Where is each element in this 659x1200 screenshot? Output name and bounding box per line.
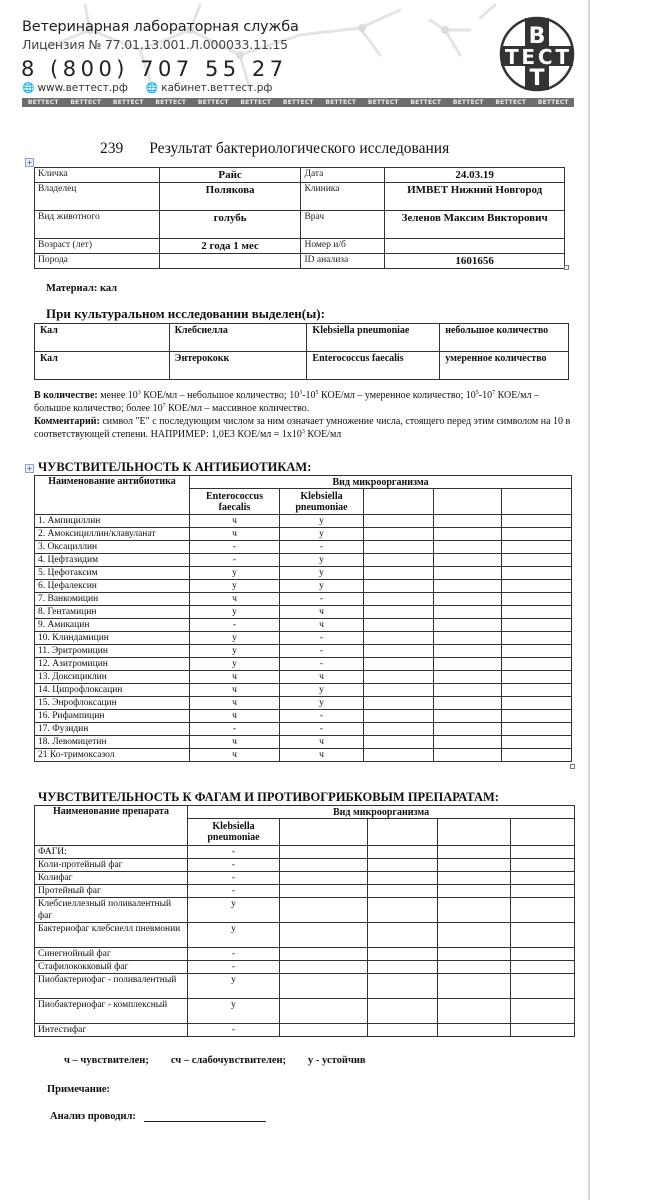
sensitivity-value	[434, 710, 502, 723]
material-cell: Кал	[35, 352, 170, 380]
table-row	[35, 567, 572, 580]
sensitivity-value	[438, 948, 511, 961]
sensitivity-value: ч	[190, 710, 280, 723]
document-title-text: Результат бактериологического исследования	[149, 140, 450, 157]
organism-header	[364, 489, 434, 515]
table-row	[35, 684, 572, 697]
sensitivity-value: у	[188, 999, 280, 1024]
lab-name: Ветеринарная лабораторная служба	[22, 19, 299, 35]
sensitivity-value: -	[190, 619, 280, 632]
table-row	[35, 554, 572, 567]
sensitivity-value	[280, 859, 368, 872]
organism-group-header: Вид микроорганизма	[188, 806, 575, 819]
sensitivity-value	[364, 580, 434, 593]
sensitivity-value	[434, 749, 502, 762]
sensitivity-value	[434, 736, 502, 749]
sensitivity-value	[368, 961, 438, 974]
sensitivity-value: у	[280, 528, 364, 541]
item-name: 8. Гентамицин	[35, 606, 190, 619]
vettest-logo-icon	[499, 16, 575, 92]
sensitivity-value	[502, 697, 572, 710]
table-row	[35, 606, 572, 619]
quantity-notes: В количестве: менее $10^3$ КОЕ/мл – небольшое количество; $10^3-10^5$ КОЕ/мл – умеренное количество; $10^5-10^7$ КОЕ/мл – большое количество; более $10^7$ КОЕ/мл – массивное количество. Комментарий: символ "Е" с последующим числом за ним означает умножение числа, стоящего перед этим символом на 10 в соответствующей степени. НАПРИМЕР: 1,0Е3 $КОЕ/мл = 1х10^3$ КОЕ/мл	[34, 390, 571, 440]
sensitivity-value	[438, 961, 511, 974]
sensitivity-value	[511, 961, 575, 974]
item-name: Колифаг	[35, 872, 188, 885]
sensitivity-value	[364, 593, 434, 606]
analyst-signature	[50, 1111, 266, 1122]
sensitivity-value	[368, 923, 438, 948]
sensitivity-value	[434, 554, 502, 567]
sensitivity-value	[511, 974, 575, 999]
sensitivity-value	[364, 515, 434, 528]
table-row	[35, 528, 572, 541]
item-name: 14. Ципрофлоксацин	[35, 684, 190, 697]
header-links	[22, 82, 272, 94]
table-row	[35, 254, 565, 269]
table-row	[35, 211, 565, 239]
organism-ru-cell: Энтерококк	[169, 352, 307, 380]
table-row	[35, 999, 575, 1024]
sensitivity-value	[280, 846, 368, 859]
sensitivity-value	[511, 923, 575, 948]
sensitivity-value	[364, 710, 434, 723]
sensitivity-value	[502, 541, 572, 554]
sensitivity-value	[434, 645, 502, 658]
sensitivity-value: у	[280, 580, 364, 593]
patient-info-table	[34, 167, 565, 269]
sensitivity-value: у	[280, 684, 364, 697]
preparation-name-header: Наименование препарата	[35, 806, 188, 846]
letterhead	[0, 0, 588, 110]
sensitivity-value	[364, 723, 434, 736]
organism-header	[438, 819, 511, 846]
sensitivity-value: -	[280, 645, 364, 658]
item-name: 13. Доксициклин	[35, 671, 190, 684]
phage-sensitivity-table	[34, 805, 575, 1037]
sensitivity-value	[502, 580, 572, 593]
sensitivity-value	[438, 846, 511, 859]
culture-section-title: При культуральном исследовании выделен(ы):	[46, 306, 325, 321]
item-name: Клебсиеллезный поливалентный фаг	[35, 898, 188, 923]
table-move-handle-icon[interactable]: +	[26, 464, 33, 473]
legend-weakly-sensitive: сч – слабочувствителен;	[170, 1055, 287, 1066]
legend-sensitive: ч – чувствителен;	[64, 1055, 149, 1066]
organism-header: Enterococcus faecalis	[190, 489, 280, 515]
sensitivity-value	[438, 974, 511, 999]
sensitivity-value	[434, 515, 502, 528]
sensitivity-value	[438, 859, 511, 872]
sensitivity-value: у	[280, 554, 364, 567]
sensitivity-value	[368, 859, 438, 872]
item-name: 2. Амоксициллин/клавуланат	[35, 528, 190, 541]
sensitivity-value	[434, 580, 502, 593]
sensitivity-value	[502, 515, 572, 528]
item-name: Синегнойный фаг	[35, 948, 188, 961]
item-name: Пиобактериофаг - поливалентный	[35, 974, 188, 999]
sensitivity-value: -	[190, 723, 280, 736]
sensitivity-value	[280, 999, 368, 1024]
phone-number: 8 (800) 707 55 27	[21, 57, 288, 81]
doctor-value: Зеленов Максим Викторович	[385, 211, 565, 239]
sensitivity-value	[511, 1024, 575, 1037]
sensitivity-value: ч	[190, 684, 280, 697]
pet-name: Райс	[159, 168, 301, 183]
sensitivity-value	[502, 645, 572, 658]
sensitivity-value: ч	[190, 593, 280, 606]
sensitivity-value: -	[188, 961, 280, 974]
organism-header	[434, 489, 502, 515]
signature-line	[144, 1111, 266, 1122]
phages-section-title: ЧУВСТВИТЕЛЬНОСТЬ К ФАГАМ И ПРОТИВОГРИБКОВЫМ ПРЕПАРАТАМ:	[38, 790, 499, 804]
sensitivity-value	[434, 697, 502, 710]
item-name: 21 Ко-тримоксазол	[35, 749, 190, 762]
item-name: Стафилококковый фаг	[35, 961, 188, 974]
table-row	[35, 872, 575, 885]
sensitivity-value	[502, 736, 572, 749]
item-name: 1. Ампициллин	[35, 515, 190, 528]
sensitivity-value: ч	[280, 671, 364, 684]
item-name: 17. Фузидин	[35, 723, 190, 736]
sensitivity-value	[502, 658, 572, 671]
table-row	[35, 183, 565, 211]
label-case-number: Номер и/б	[301, 239, 385, 254]
table-row	[35, 324, 569, 352]
table-row	[35, 710, 572, 723]
table-row	[35, 671, 572, 684]
license-number: Лицензия № 77.01.13.001.Л.000033.11.15	[22, 37, 288, 52]
sensitivity-value: ч	[280, 619, 364, 632]
table-row	[35, 658, 572, 671]
sensitivity-value	[502, 632, 572, 645]
table-row	[35, 352, 569, 380]
item-name: 4. Цефтазидим	[35, 554, 190, 567]
item-name: Интестифаг	[35, 1024, 188, 1037]
sensitivity-value: у	[188, 974, 280, 999]
sensitivity-value	[280, 974, 368, 999]
sensitivity-value	[364, 684, 434, 697]
item-name: 15. Энрофлоксацин	[35, 697, 190, 710]
organism-group-header: Вид микроорганизма	[190, 476, 572, 489]
document-title	[100, 140, 449, 158]
sensitivity-value: -	[188, 846, 280, 859]
organism-lat-cell: Klebsiella pneumoniae	[307, 324, 440, 352]
label-species: Вид животного	[35, 211, 160, 239]
table-resize-handle[interactable]	[570, 764, 575, 769]
table-row	[35, 736, 572, 749]
label-analysis-id: ID анализа	[301, 254, 385, 269]
sensitivity-value	[364, 541, 434, 554]
label-age: Возраст (лет)	[35, 239, 160, 254]
sensitivity-value: -	[280, 541, 364, 554]
table-row	[35, 645, 572, 658]
sensitivity-value: у	[188, 923, 280, 948]
table-move-handle-icon[interactable]: +	[26, 158, 33, 167]
sensitivity-value	[434, 658, 502, 671]
item-name: Пиобактериофаг - комплексный	[35, 999, 188, 1024]
sensitivity-value	[434, 723, 502, 736]
table-row	[35, 239, 565, 254]
sensitivity-value	[364, 554, 434, 567]
table-row	[35, 593, 572, 606]
sensitivity-value: ч	[280, 736, 364, 749]
antibiotic-sensitivity-table	[34, 475, 572, 762]
sensitivity-value: ч	[190, 515, 280, 528]
sensitivity-value: у	[190, 606, 280, 619]
amount-cell: небольшое количество	[440, 324, 569, 352]
sensitivity-value	[434, 684, 502, 697]
sensitivity-value: ч	[190, 697, 280, 710]
legend-resistant: у - устойчив	[308, 1055, 366, 1066]
sensitivity-value: -	[188, 859, 280, 872]
table-row	[35, 846, 575, 859]
sensitivity-value	[280, 948, 368, 961]
sensitivity-value: -	[280, 710, 364, 723]
material-label: Материал: кал	[46, 283, 118, 294]
sensitivity-value	[280, 872, 368, 885]
sensitivity-value: у	[280, 567, 364, 580]
analysis-id-value: 1601656	[385, 254, 565, 269]
item-name: 18. Левомицетин	[35, 736, 190, 749]
sensitivity-value	[434, 632, 502, 645]
antibiotics-section-title: ЧУВСТВИТЕЛЬНОСТЬ К АНТИБИОТИКАМ:	[38, 460, 312, 474]
sensitivity-value: ч	[190, 528, 280, 541]
sensitivity-value	[280, 961, 368, 974]
table-row	[35, 1024, 575, 1037]
item-name: 16. Рифампицин	[35, 710, 190, 723]
sensitivity-value	[502, 671, 572, 684]
sensitivity-value: ч	[280, 749, 364, 762]
sensitivity-value	[438, 885, 511, 898]
organism-lat-cell: Enterococcus faecalis	[307, 352, 440, 380]
organism-ru-cell: Клебсиелла	[169, 324, 307, 352]
table-row	[35, 749, 572, 762]
item-name: 11. Эритромицин	[35, 645, 190, 658]
organism-header	[502, 489, 572, 515]
label-clinic: Клиника	[301, 183, 385, 211]
item-name: 7. Ванкомицин	[35, 593, 190, 606]
sensitivity-value	[438, 872, 511, 885]
sensitivity-value	[364, 619, 434, 632]
table-row	[35, 632, 572, 645]
analyst-label: Анализ проводил:	[50, 1111, 136, 1122]
sensitivity-value	[438, 898, 511, 923]
sensitivity-value: у	[280, 515, 364, 528]
sensitivity-legend	[64, 1055, 366, 1066]
sensitivity-value: -	[188, 872, 280, 885]
table-row	[35, 580, 572, 593]
sensitivity-value	[364, 749, 434, 762]
sensitivity-value	[511, 859, 575, 872]
sensitivity-value	[434, 593, 502, 606]
sensitivity-value	[502, 723, 572, 736]
sensitivity-value	[364, 697, 434, 710]
material-cell: Кал	[35, 324, 170, 352]
sensitivity-value: -	[188, 948, 280, 961]
label-owner: Владелец	[35, 183, 160, 211]
brand-ribbon: ВЕТТЕСТ ВЕТТЕСТ ВЕТТЕСТ ВЕТТЕСТ ВЕТТЕСТ ВЕТТЕСТ ВЕТТЕСТ ВЕТТЕСТ ВЕТТЕСТ ВЕТТЕСТ ВЕТТЕСТ ВЕТТЕСТ ВЕТТЕСТ	[22, 98, 574, 107]
sensitivity-value	[364, 671, 434, 684]
table-row	[35, 859, 575, 872]
sensitivity-value	[364, 567, 434, 580]
sensitivity-value	[502, 749, 572, 762]
sensitivity-value	[280, 1024, 368, 1037]
sensitivity-value	[502, 619, 572, 632]
item-name: Бактериофаг клебсиелл пневмонии	[35, 923, 188, 948]
table-row	[35, 541, 572, 554]
svg-text:ТЕСТ: ТЕСТ	[505, 45, 569, 69]
sensitivity-value	[438, 1024, 511, 1037]
sensitivity-value: ч	[190, 671, 280, 684]
globe-icon: 🌐	[22, 83, 35, 94]
table-row	[35, 168, 565, 183]
sensitivity-value	[511, 898, 575, 923]
sensitivity-value	[502, 684, 572, 697]
globe-icon: 🌐	[145, 83, 159, 94]
owner-value: Полякова	[159, 183, 301, 211]
label-doctor: Врач	[301, 211, 385, 239]
sensitivity-value	[368, 846, 438, 859]
item-name: 10. Клиндамицин	[35, 632, 190, 645]
remark-label: Примечание:	[47, 1084, 111, 1095]
sensitivity-value	[502, 567, 572, 580]
sensitivity-value	[502, 606, 572, 619]
sensitivity-value	[364, 606, 434, 619]
sensitivity-value	[438, 999, 511, 1024]
table-row	[35, 898, 575, 923]
clinic-value: ИМВЕТ Нижний Новгород	[385, 183, 565, 211]
sensitivity-value	[511, 948, 575, 961]
table-row	[35, 885, 575, 898]
table-row	[35, 923, 575, 948]
svg-text:Т: Т	[529, 66, 545, 91]
sensitivity-value	[511, 846, 575, 859]
sensitivity-value	[368, 885, 438, 898]
sensitivity-value	[434, 606, 502, 619]
sensitivity-value	[438, 923, 511, 948]
breed-value	[159, 254, 301, 269]
amount-cell: умеренное количество	[440, 352, 569, 380]
date-value: 24.03.19	[385, 168, 565, 183]
sensitivity-value	[368, 872, 438, 885]
sensitivity-value: -	[280, 632, 364, 645]
svg-text:В: В	[528, 24, 546, 49]
sensitivity-value: -	[188, 1024, 280, 1037]
sensitivity-value: у	[188, 898, 280, 923]
table-row	[35, 515, 572, 528]
sensitivity-value: у	[190, 632, 280, 645]
cabinet-link[interactable]: 🌐 кабинет.веттест.рф	[145, 82, 273, 94]
table-row	[35, 697, 572, 710]
sensitivity-value	[434, 671, 502, 684]
sensitivity-value	[280, 898, 368, 923]
organism-header: Klebsiella pneumoniae	[188, 819, 280, 846]
label-name: Кличка	[35, 168, 160, 183]
sensitivity-value	[511, 999, 575, 1024]
organism-header	[280, 819, 368, 846]
sensitivity-value	[434, 528, 502, 541]
sensitivity-value	[280, 923, 368, 948]
item-name: 3. Оксациллин	[35, 541, 190, 554]
sensitivity-value: -	[280, 658, 364, 671]
sensitivity-value: у	[190, 567, 280, 580]
sensitivity-value	[364, 645, 434, 658]
organism-header	[511, 819, 575, 846]
label-breed: Порода	[35, 254, 160, 269]
sensitivity-value	[502, 554, 572, 567]
table-row	[35, 961, 575, 974]
sensitivity-value	[368, 974, 438, 999]
website-link[interactable]: 🌐 www.веттест.рф	[22, 82, 128, 94]
species-value: голубь	[159, 211, 301, 239]
sensitivity-value	[502, 528, 572, 541]
table-row	[35, 723, 572, 736]
sensitivity-value	[368, 948, 438, 961]
sensitivity-value: -	[190, 541, 280, 554]
page-edge	[588, 0, 590, 1200]
table-row	[35, 619, 572, 632]
sensitivity-value: ч	[190, 736, 280, 749]
sensitivity-value	[434, 567, 502, 580]
sensitivity-value: -	[280, 593, 364, 606]
sensitivity-value	[511, 885, 575, 898]
sensitivity-value	[280, 885, 368, 898]
sensitivity-value	[364, 658, 434, 671]
item-name: Коли-протейный фаг	[35, 859, 188, 872]
item-name: 9. Амикацин	[35, 619, 190, 632]
item-name: Протейный фаг	[35, 885, 188, 898]
label-date: Дата	[301, 168, 385, 183]
sensitivity-value: у	[280, 697, 364, 710]
document-number: 239	[100, 140, 124, 157]
antibiotic-name-header: Наименование антибиотика	[35, 476, 190, 515]
sensitivity-value: ч	[190, 749, 280, 762]
organism-header	[368, 819, 438, 846]
sensitivity-value: -	[188, 885, 280, 898]
sensitivity-value	[511, 872, 575, 885]
sensitivity-value	[364, 736, 434, 749]
table-resize-handle[interactable]	[564, 265, 569, 270]
sensitivity-value	[364, 528, 434, 541]
sensitivity-value: у	[190, 645, 280, 658]
sensitivity-value	[434, 541, 502, 554]
sensitivity-value: -	[280, 723, 364, 736]
sensitivity-value	[364, 632, 434, 645]
sensitivity-value: у	[190, 658, 280, 671]
item-name: 5. Цефотаксим	[35, 567, 190, 580]
table-row	[35, 948, 575, 961]
table-row	[35, 974, 575, 999]
sensitivity-value: -	[190, 554, 280, 567]
item-name: 12. Азитромицин	[35, 658, 190, 671]
sensitivity-value	[368, 1024, 438, 1037]
organism-header: Klebsiella pneumoniae	[280, 489, 364, 515]
sensitivity-value	[368, 898, 438, 923]
case-number-value	[385, 239, 565, 254]
item-name: ФАГИ:	[35, 846, 188, 859]
item-name: 6. Цефалексин	[35, 580, 190, 593]
sensitivity-value	[368, 999, 438, 1024]
sensitivity-value: у	[190, 580, 280, 593]
age-value: 2 года 1 мес	[159, 239, 301, 254]
sensitivity-value: ч	[280, 606, 364, 619]
sensitivity-value	[502, 710, 572, 723]
sensitivity-value	[502, 593, 572, 606]
sensitivity-value	[434, 619, 502, 632]
culture-results-table	[34, 323, 569, 380]
